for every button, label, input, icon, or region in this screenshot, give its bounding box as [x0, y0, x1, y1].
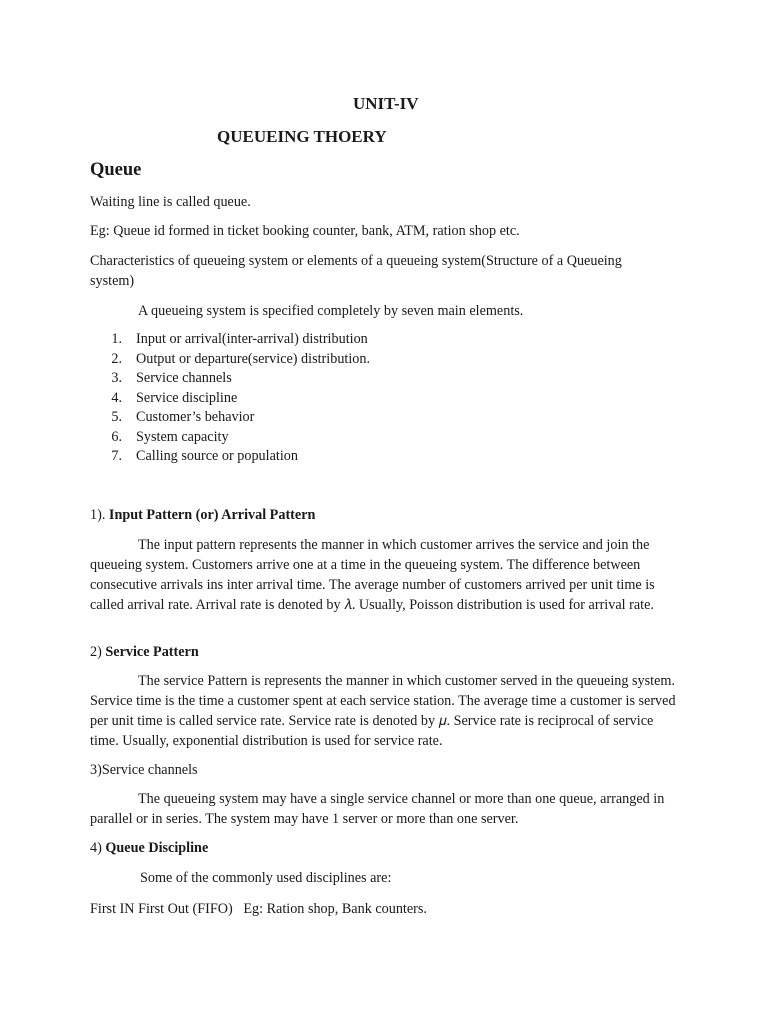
list-item: 1. Input or arrival(inter-arrival) distribution	[111, 331, 368, 347]
service-channels-body: The queueing system may have a single service channel or more than one queue, arranged in parallel or in series. The system may have 1 server or more than one server.	[90, 791, 665, 827]
input-pattern-heading: 1). Input Pattern (or) Arrival Pattern	[90, 507, 316, 523]
list-item: 3. Service channels	[111, 370, 232, 386]
input-pattern-body: The input pattern represents the manner in which customer arrives the service and join the queueing system. Customers arrive one at a time in the queueing system. The difference between consecutive arrivals ins inter arrival time. The average number of customers arrived per unit time is called arrival rate. Arrival rate is denoted by 𝜆. Usually, Poisson distribution is used for arrival rate.	[90, 537, 655, 613]
characteristics-line-1: Characteristics of queueing system or elements of a queueing system(Structure of a Queueing	[90, 253, 622, 269]
fifo-line: First IN First Out (FIFO) Eg: Ration shop, Bank counters.	[90, 901, 427, 917]
queue-heading: Queue	[90, 160, 142, 180]
elements-list	[90, 330, 370, 467]
document-title: QUEUEING THOERY	[217, 127, 387, 146]
queue-definition: Waiting line is called queue.	[90, 194, 251, 210]
list-item: 4. Service discipline	[111, 389, 238, 406]
list-item: 2. Output or departure(service) distribution.	[111, 350, 371, 367]
elements-intro: A queueing system is specified completely by seven main elements.	[138, 303, 524, 319]
characteristics-line-2: system)	[90, 273, 135, 289]
list-item: 5. Customer’s behavior	[111, 409, 255, 425]
list-item: 7. Calling source or population	[111, 448, 298, 464]
queue-discipline-heading: 4) Queue Discipline	[90, 840, 209, 856]
queue-example: Eg: Queue id formed in ticket booking counter, bank, ATM, ration shop etc.	[90, 223, 520, 239]
service-pattern-heading: 2) Service Pattern	[90, 644, 199, 660]
list-item: 6. System capacity	[111, 428, 229, 445]
queue-discipline-intro: Some of the commonly used disciplines are:	[140, 870, 392, 886]
service-channels-heading: 3)Service channels	[90, 762, 198, 778]
unit-title: UNIT-IV	[353, 94, 419, 113]
service-pattern-body: The service Pattern is represents the manner in which customer served in the queueing system. Service time is the time a customer spent at each service station. The average time a customer is served per unit time is called service rate. Service rate is denoted by 𝜇. Service rate is reciprocal of service time. Usually, exponential distribution is used for service rate.	[90, 673, 676, 749]
